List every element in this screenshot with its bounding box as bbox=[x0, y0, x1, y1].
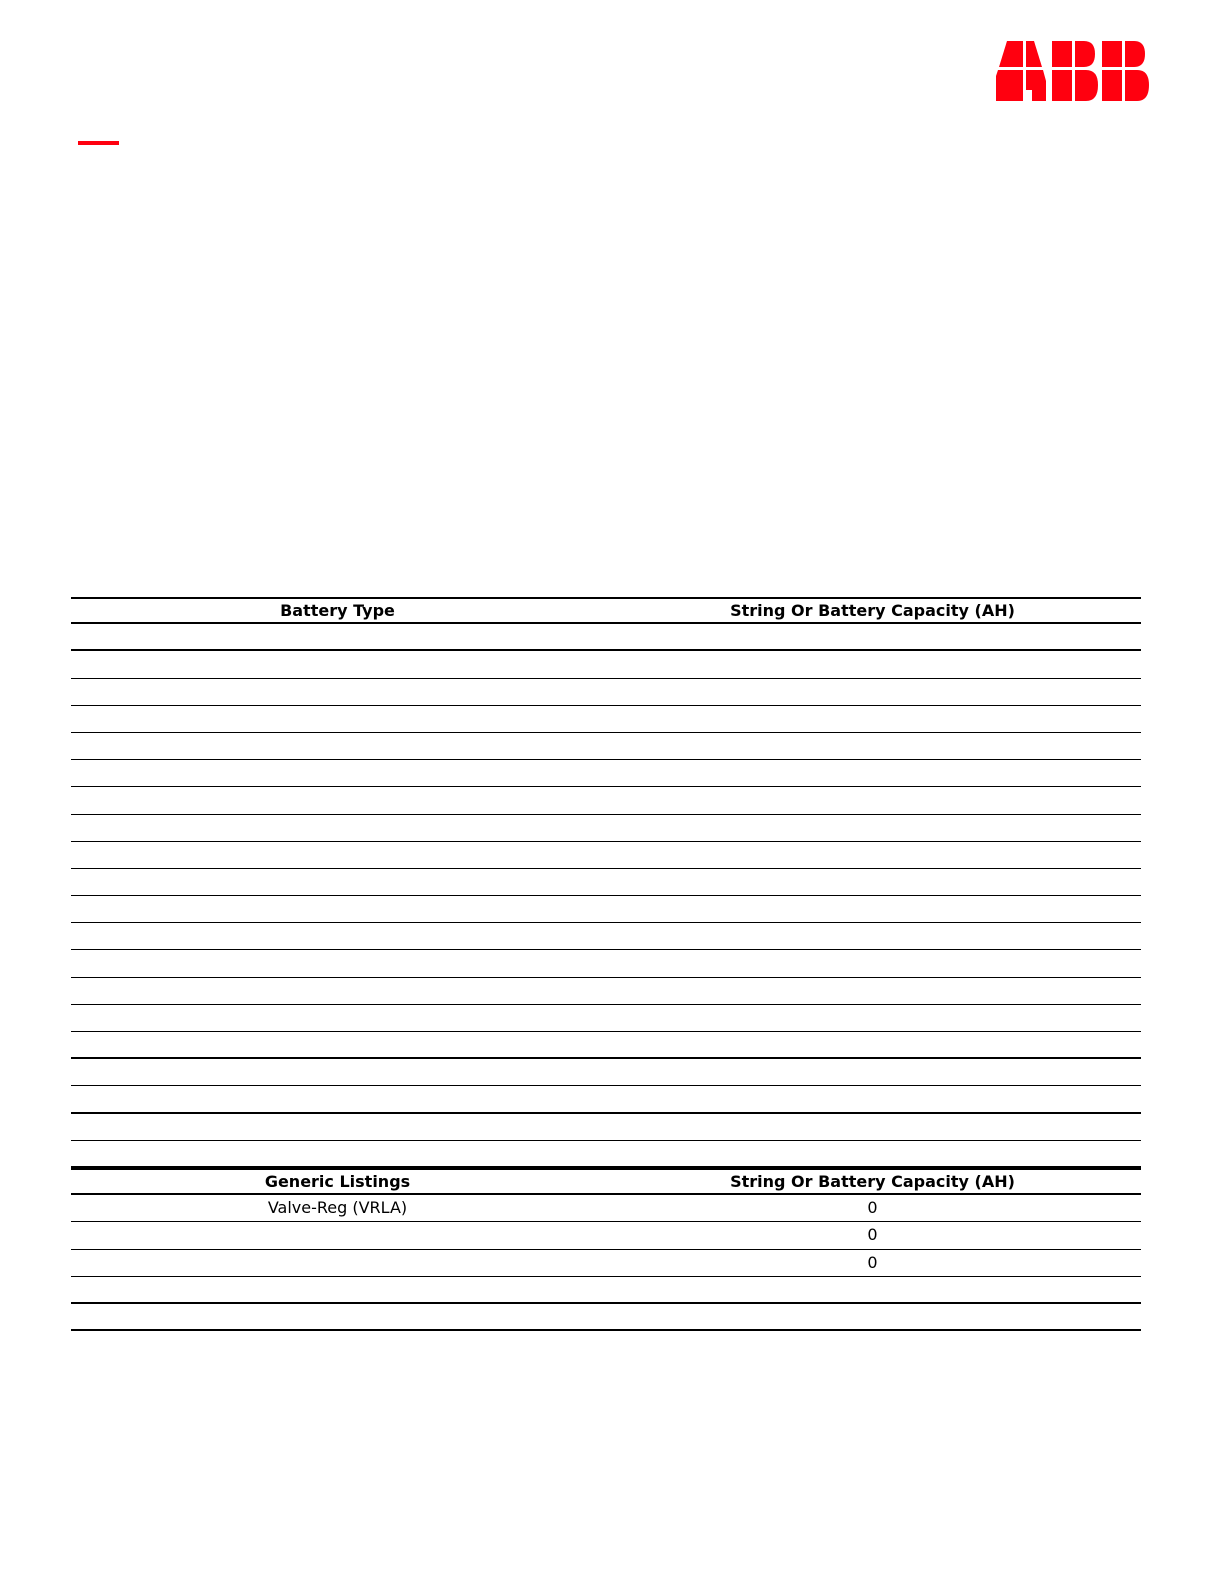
table-row bbox=[71, 1277, 1141, 1304]
cell-label bbox=[71, 1141, 604, 1166]
cell-capacity bbox=[604, 679, 1141, 705]
table-row bbox=[71, 651, 1141, 678]
cell-label bbox=[71, 923, 604, 949]
accent-bar bbox=[78, 141, 119, 145]
cell-capacity bbox=[604, 733, 1141, 759]
table-header bbox=[71, 597, 1141, 624]
cell-capacity bbox=[604, 896, 1141, 922]
cell-capacity bbox=[604, 1005, 1141, 1031]
cell-capacity bbox=[604, 1141, 1141, 1166]
table-row bbox=[71, 1086, 1141, 1113]
table-row bbox=[71, 787, 1141, 814]
table-header bbox=[71, 1168, 1141, 1195]
table-row bbox=[71, 679, 1141, 706]
cell-capacity bbox=[604, 815, 1141, 841]
cell-capacity bbox=[604, 869, 1141, 895]
table-body bbox=[71, 1195, 1141, 1331]
cell-label bbox=[71, 1277, 604, 1302]
cell-capacity: 0 bbox=[867, 1198, 878, 1218]
cell-label bbox=[71, 733, 604, 759]
cell-capacity bbox=[604, 706, 1141, 732]
table-row bbox=[71, 869, 1141, 896]
column-header-capacity: String Or Battery Capacity (AH) bbox=[730, 1171, 1015, 1191]
table-row bbox=[71, 706, 1141, 733]
table-row bbox=[71, 978, 1141, 1005]
cell-label bbox=[71, 651, 604, 677]
cell-capacity: 0 bbox=[867, 1225, 878, 1245]
cell-capacity bbox=[604, 1086, 1141, 1111]
cell-label bbox=[71, 679, 604, 705]
cell-capacity bbox=[604, 651, 1141, 677]
table-row bbox=[71, 950, 1141, 977]
generic-listings-table bbox=[71, 1168, 1141, 1331]
battery-type-table bbox=[71, 597, 1141, 1168]
cell-capacity bbox=[604, 978, 1141, 1004]
table-body bbox=[71, 624, 1141, 1168]
cell-label: Valve-Reg (VRLA) bbox=[267, 1198, 408, 1218]
cell-label bbox=[71, 1222, 604, 1248]
column-header-generic-listings: Generic Listings bbox=[264, 1171, 411, 1191]
table-row bbox=[71, 760, 1141, 787]
column-header-battery-type: Battery Type bbox=[280, 600, 395, 620]
cell-capacity bbox=[604, 1277, 1141, 1302]
table-row bbox=[71, 896, 1141, 923]
cell-label bbox=[71, 842, 604, 868]
cell-capacity bbox=[604, 624, 1141, 649]
cell-label bbox=[71, 760, 604, 786]
cell-label bbox=[71, 1005, 604, 1031]
table-row bbox=[71, 1005, 1141, 1032]
abb-logo-icon bbox=[996, 41, 1154, 101]
cell-label bbox=[71, 1086, 604, 1111]
cell-capacity bbox=[604, 1032, 1141, 1057]
cell-capacity bbox=[604, 1059, 1141, 1085]
cell-label bbox=[71, 950, 604, 976]
table-row bbox=[71, 624, 1141, 651]
cell-label bbox=[71, 896, 604, 922]
cell-label bbox=[71, 706, 604, 732]
cell-label bbox=[71, 1250, 604, 1276]
cell-label bbox=[71, 1032, 604, 1057]
cell-label bbox=[71, 1304, 604, 1329]
cell-capacity bbox=[604, 1114, 1141, 1140]
cell-capacity: 0 bbox=[867, 1252, 878, 1272]
cell-capacity bbox=[604, 1304, 1141, 1329]
cell-label bbox=[71, 787, 604, 813]
cell-capacity bbox=[604, 842, 1141, 868]
table-row bbox=[71, 842, 1141, 869]
cell-label bbox=[71, 978, 604, 1004]
table-row bbox=[71, 1141, 1141, 1168]
table-row bbox=[71, 1195, 1141, 1222]
cell-capacity bbox=[604, 923, 1141, 949]
cell-capacity bbox=[604, 950, 1141, 976]
column-header-capacity: String Or Battery Capacity (AH) bbox=[730, 600, 1015, 620]
table-row bbox=[71, 923, 1141, 950]
cell-label bbox=[71, 869, 604, 895]
table-row bbox=[71, 815, 1141, 842]
table-row bbox=[71, 733, 1141, 760]
table-row bbox=[71, 1250, 1141, 1277]
cell-label bbox=[71, 624, 604, 649]
table-row bbox=[71, 1222, 1141, 1249]
cell-label bbox=[71, 1114, 604, 1140]
table-row bbox=[71, 1059, 1141, 1086]
cell-label bbox=[71, 815, 604, 841]
cell-capacity bbox=[604, 760, 1141, 786]
table-row bbox=[71, 1032, 1141, 1059]
cell-capacity bbox=[604, 787, 1141, 813]
table-row bbox=[71, 1114, 1141, 1141]
table-row bbox=[71, 1304, 1141, 1331]
cell-label bbox=[71, 1059, 604, 1085]
